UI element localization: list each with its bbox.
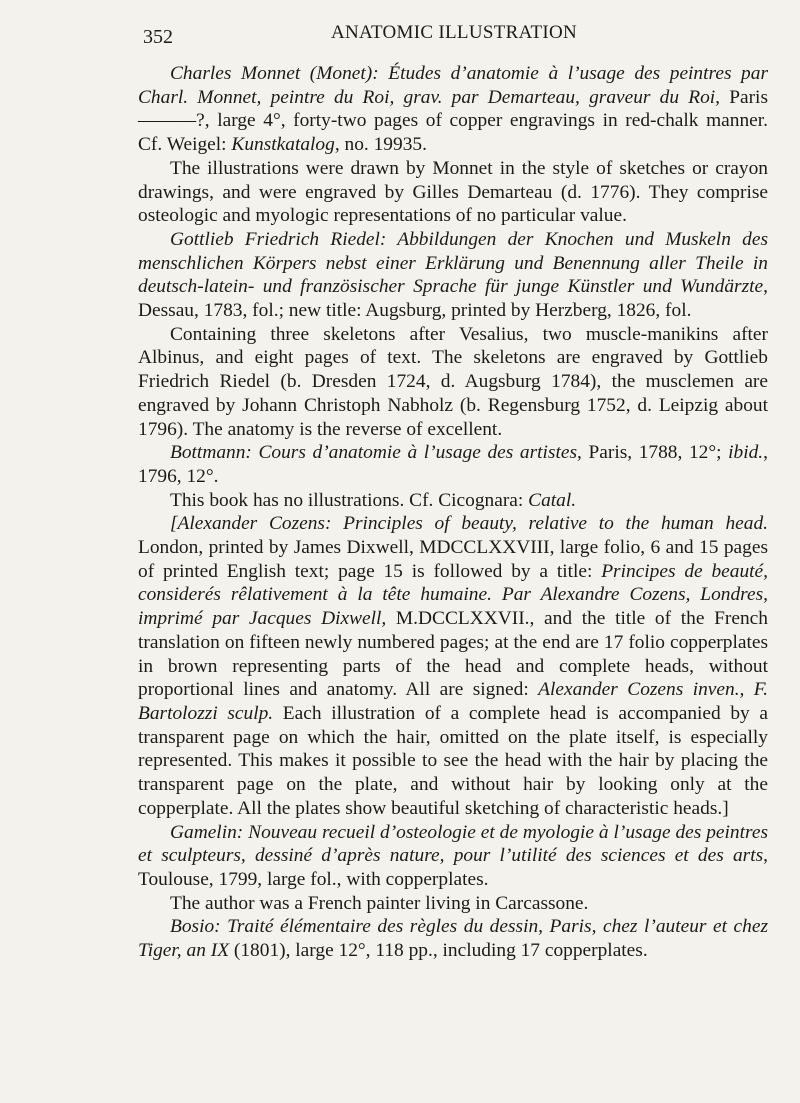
entry-bottmann: Bottmann: Cours d’anatomie à l’usage des artistes, Paris, 1788, 12°; ibid., 1796, 12°. <box>138 442 768 487</box>
entry-gamelin-description: The author was a French painter living in Carcassone. <box>170 892 589 914</box>
page-header <box>0 18 800 48</box>
entry-gamelin: Gamelin: Nouveau recueil d’osteologie et de myologie à l’usage des peintres et sculpteurs, dessiné d’après nature, pour l’utilité des sciences et des arts, Toulouse, 1799, large fol., with copperplates. <box>138 821 768 890</box>
page-number: 352 <box>143 26 173 48</box>
entry-cozens: [Alexander Cozens: Principles of beauty, relative to the human head. London, printed by James Dixwell, MDCCLXXVIII, large folio, 6 and 15 pages of printed English text; page 15 is followed by a title: Principes de beauté, considerés rêlativement à la tête humaine. Par Alexandre Cozens, Londres, imprimé par Jacques Dixwell, M.DCCLXXVII., and the title of the French translation on fifteen newly numbered pages; at the end are 17 folio copperplates in brown representing parts of the head and complete heads, without proportional lines and anatomy. All are signed: Alexander Cozens inven., F. Bartolozzi sculp. Each illustration of a complete head is accompanied by a transparent page on which the hair, omitted on the plate itself, is especially represented. This makes it possible to see the head with the hair by placing the transparent page on the plate, and without hair by looking only at the copperplate. All the plates show beautiful sketching of characteristic heads.] <box>138 513 768 819</box>
running-title: ANATOMIC ILLUSTRATION <box>331 22 578 43</box>
entry-riedel-description: Containing three skeletons after Vesalius, two muscle-manikins after Albinus, and eight pages of text. The skeletons are engraved by Gottlieb Friedrich Riedel (b. Dresden 1724, d. Augsburg 1784), the musclemen are engraved by Johann Christoph Nabholz (b. Regensburg 1752, d. Leipzig about 1796). The anatomy is the reverse of excellent. <box>138 323 768 440</box>
entry-monnet: Charles Monnet (Monet): Études d’anatomie à l’usage des peintres par Charl. Monnet, peintre du Roi, grav. par Demarteau, graveur du Roi, Paris ———?, large 4°, forty-two pages of copper engravings in red-chalk manner. Cf. Weigel: Kunstkatalog, no. 19935. <box>138 63 768 156</box>
entry-bottmann-description: This book has no illustrations. Cf. Cicognara: Catal. <box>170 489 577 511</box>
entry-bosio: Bosio: Traité élémentaire des règles du dessin, Paris, chez l’auteur et chez Tiger, an IX (1801), large 12°, 118 pp., including 17 copperplates. <box>138 916 768 962</box>
entry-riedel: Gottlieb Friedrich Riedel: Abbildungen der Knochen und Muskeln des menschlichen Körpers nebst einer Erklärung und Benennung aller Theile in deutsch-latein- und französischer Sprache für junge Künstler und Wundärzte, Dessau, 1783, fol.; new title: Augsburg, printed by Herzberg, 1826, fol. <box>138 228 768 322</box>
entry-monnet-description: The illustrations were drawn by Monnet in the style of sketches or crayon drawings, and were engraved by Gilles Demarteau (d. 1776). They comprise osteologic and myologic representations of no particular value. <box>138 157 768 227</box>
page-body <box>138 62 768 963</box>
